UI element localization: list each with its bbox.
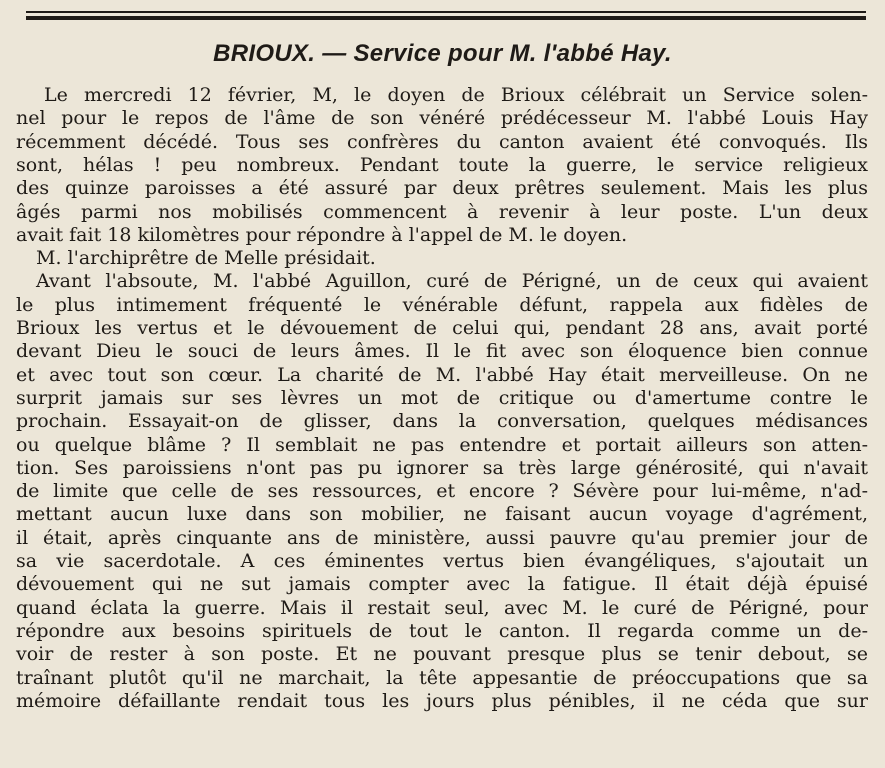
text-line: sont, hélas ! peu nombreux. Pendant toute la guerre, le service religieux	[16, 153, 868, 176]
text-line: nel pour le repos de l'âme de son vénéré prédécesseur M. l'abbé Louis Hay	[16, 107, 868, 130]
text-line: M. l'archiprêtre de Melle présidait.	[36, 247, 376, 270]
article-title: BRIOUX. — Service pour M. l'abbé Hay.	[213, 40, 672, 67]
top-rule-thick	[26, 16, 866, 20]
text-line: ou quelque blâme ? Il semblait ne pas entendre et portait ailleurs son atten-	[16, 433, 868, 456]
text-line: devant Dieu le souci de leurs âmes. Il le fit avec son éloquence bien connue	[16, 340, 868, 363]
text-line: traînant plutôt qu'il ne marchait, la tête appesantie de préoccupations que sa	[16, 666, 868, 689]
text-line: voir de rester à son poste. Et ne pouvant presque plus se tenir debout, se	[16, 643, 868, 666]
text-line: avait fait 18 kilomètres pour répondre à l'appel de M. le doyen.	[16, 223, 628, 246]
text-line: récemment décédé. Tous ses confrères du canton avaient été convoqués. Ils	[16, 130, 868, 153]
top-rule-thin	[26, 11, 866, 13]
text-line: mettant aucun luxe dans son mobilier, ne faisant aucun voyage d'agrément,	[16, 503, 868, 526]
text-line: répondre aux besoins spirituels de tout le canton. Il regarda comme un de-	[16, 619, 868, 642]
text-line: Brioux les vertus et le dévouement de celui qui, pendant 28 ans, avait porté	[16, 317, 868, 339]
text-line: le plus intimement fréquenté le vénérable défunt, rappela aux fidèles de	[16, 293, 868, 316]
text-line: âgés parmi nos mobilisés commencent à revenir à leur poste. L'un deux	[16, 200, 868, 223]
text-line: Le mercredi 12 février, M, le doyen de Brioux célébrait un Service solen-	[44, 84, 868, 106]
text-line: il était, après cinquante ans de ministère, aussi pauvre qu'au premier jour de	[16, 526, 868, 549]
text-line: sa vie sacerdotale. A ces éminentes vertus bien évangéliques, s'ajoutait un	[16, 550, 868, 572]
text-line: tion. Ses paroissiens n'ont pas pu ignorer sa très large générosité, qui n'avait	[16, 456, 868, 479]
text-line: surprit jamais sur ses lèvres un mot de critique ou d'amertume contre le	[16, 386, 868, 409]
text-line: de limite que celle de ses ressources, et encore ? Sévère pour lui-même, n'ad-	[16, 480, 868, 503]
text-line: des quinze paroisses a été assuré par deux prêtres seulement. Mais les plus	[16, 177, 868, 200]
text-line: Avant l'absoute, M. l'abbé Aguillon, curé de Périgné, un de ceux qui avaient	[36, 270, 868, 293]
text-line: quand éclata la guerre. Mais il restait seul, avec M. le curé de Périgné, pour	[16, 596, 868, 619]
text-line: prochain. Essayait-on de glisser, dans la conversation, quelques médisances	[16, 410, 868, 433]
text-line: et avec tout son cœur. La charité de M. l'abbé Hay était merveilleuse. On ne	[16, 363, 868, 386]
text-line: mémoire défaillante rendait tous les jours plus pénibles, il ne céda que sur	[16, 689, 868, 712]
text-line: dévouement qui ne sut jamais compter avec la fatigue. Il était déjà épuisé	[16, 573, 868, 596]
